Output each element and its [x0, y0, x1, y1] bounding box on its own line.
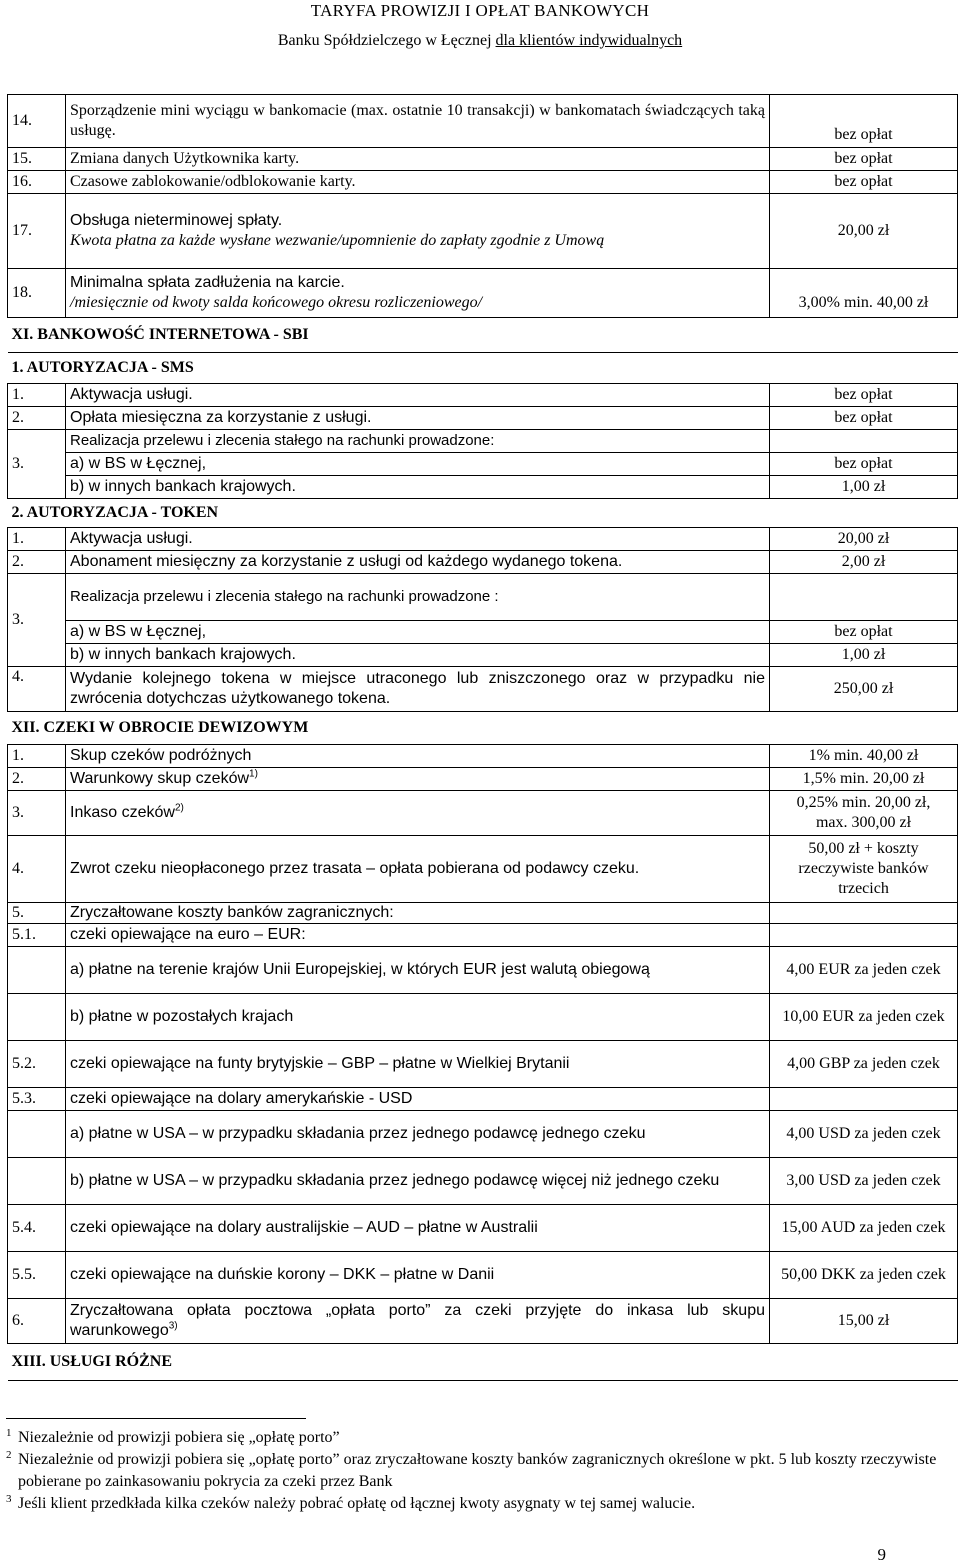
subsection-row — [8, 353, 958, 384]
table-row: b) płatne w pozostałych krajach 10,00 EUR za jeden czek — [8, 994, 958, 1041]
subsection-row — [8, 499, 958, 528]
section-xii-title: XII. CZEKI W OBROCIE DEWIZOWYM — [8, 712, 958, 745]
table-row: a) płatne w USA – w przypadku składania przez jednego podawcę jednego czeku 4,00 USD za jeden czek — [8, 1111, 958, 1158]
table-row: a) w BS w Łęcznej, bez opłat — [8, 621, 958, 644]
token-heading: 2. AUTORYZACJA - TOKEN — [8, 499, 958, 528]
table-row: 14. Sporządzenie mini wyciągu w bankomacie (max. ostatnie 10 transakcji) w bankomatach świadczących taką usługę. bez opłat — [8, 95, 958, 148]
page-number: 9 — [877, 1545, 886, 1564]
table-row: a) w BS w Łęcznej, bez opłat — [8, 453, 958, 476]
document-header — [0, 0, 960, 52]
subtitle-underlined: dla klientów indywidualnych — [495, 32, 683, 49]
table-row: 5.3. czeki opiewające na dolary amerykańskie - USD — [8, 1088, 958, 1111]
section-row — [8, 318, 958, 353]
table-row: 4. Zwrot czeku nieopłaconego przez trasata – opłata pobierana od podawcy czeku. 50,00 zł + koszty rzeczywiste banków trzecich — [8, 836, 958, 903]
footnote-2: 2 Niezależnie od prowizji pobiera się „opłatę porto” oraz zryczałtowane koszty banków zagranicznych określone w pkt. 5 lub koszty rzeczywiste pobierane po zainkasowaniu pokrycia za czeki przez Bank — [6, 1449, 937, 1490]
table-row: 5.1. czeki opiewające na euro – EUR: — [8, 924, 958, 947]
table-row: 3. Realizacja przelewu i zlecenia stałego na rachunki prowadzone : — [8, 574, 958, 621]
table-row: 5.2. czeki opiewające na funty brytyjskie – GBP – płatne w Wielkiej Brytanii 4,00 GBP za jeden czek — [8, 1041, 958, 1088]
table-row: 2. Opłata miesięczna za korzystanie z usługi. bez opłat — [8, 407, 958, 430]
sms-heading: 1. AUTORYZACJA - SMS — [8, 353, 958, 384]
table-row: 18. Minimalna spłata zadłużenia na karcie. /miesięcznie od kwoty salda końcowego okresu rozliczeniowego/ 3,00% min. 40,00 zł — [8, 269, 958, 318]
table-row: 5.4. czeki opiewające na dolary australijskie – AUD – płatne w Australii 15,00 AUD za jeden czek — [8, 1205, 958, 1252]
table-row: 2. Abonament miesięczny za korzystanie z usługi od każdego wydanego tokena. 2,00 zł — [8, 551, 958, 574]
table-row: 6. Zryczałtowana opłata pocztowa „opłata porto” za czeki przyjęte do inkasa lub skupu warunkowego$^{3)}$ 15,00 zł — [8, 1299, 958, 1344]
table-row: b) w innych bankach krajowych. 1,00 zł — [8, 476, 958, 499]
table-row: 3. Inkaso czeków$^{2)}$ 0,25% min. 20,00 zł, max. 300,00 zł — [8, 791, 958, 836]
document-subtitle: Banku Spółdzielczego w Łęcznej dla klientów indywidualnych — [277, 32, 683, 49]
table-row: b) w innych bankach krajowych. 1,00 zł — [8, 644, 958, 667]
table-row: a) płatne na terenie krajów Unii Europejskiej, w których EUR jest walutą obiegową 4,00 EUR za jeden czek — [8, 947, 958, 994]
document-title: TARYFA PROWIZJI I OPŁAT BANKOWYCH — [310, 1, 650, 20]
table-row: 1. Aktywacja usługi. bez opłat — [8, 384, 958, 407]
table-row: 5. Zryczałtowane koszty banków zagranicznych: — [8, 903, 958, 924]
footnote-separator — [6, 1418, 306, 1419]
footnotes — [6, 1418, 946, 1515]
table-row: 5.5. czeki opiewające na duńskie korony – DKK – płatne w Danii 50,00 DKK za jeden czek — [8, 1252, 958, 1299]
footnote-3: 3 Jeśli klient przedkłada kilka czeków należy pobrać opłatę od łącznej kwoty asygnaty w tej samej walucie. — [6, 1493, 696, 1512]
section-row — [8, 1344, 958, 1381]
section-xiii-title: XIII. USŁUGI RÓŻNE — [8, 1344, 958, 1381]
table-row: 16. Czasowe zablokowanie/odblokowanie karty. bez opłat — [8, 171, 958, 194]
table-row: 2. Warunkowy skup czeków$^{1)}$ 1,5% min. 20,00 zł — [8, 768, 958, 791]
fee-table — [7, 94, 958, 1381]
footnote-1: 1 Niezależnie od prowizji pobiera się „opłatę porto” — [6, 1427, 340, 1446]
table-row: b) płatne w USA – w przypadku składania przez jednego podawcę więcej niż jednego czeku 3,00 USD za jeden czek — [8, 1158, 958, 1205]
table-row: 15. Zmiana danych Użytkownika karty. bez opłat — [8, 148, 958, 171]
table-row: 3. Realizacja przelewu i zlecenia stałego na rachunki prowadzone: — [8, 430, 958, 453]
table-row: 17. Obsługa nieterminowej spłaty. Kwota płatna za każde wysłane wezwanie/upomnienie do zapłaty zgodnie z Umową 20,00 zł — [8, 194, 958, 269]
table-row: 4. Wydanie kolejnego tokena w miejsce utraconego lub zniszczonego oraz w przypadku nie zwrócenia dotychczas użytkowanego tokena. 250,00 zł — [8, 667, 958, 712]
table-row: 1. Skup czeków podróżnych 1% min. 40,00 zł — [8, 745, 958, 768]
table-row: 1. Aktywacja usługi. 20,00 zł — [8, 528, 958, 551]
section-row — [8, 712, 958, 745]
section-xi-title: XI. BANKOWOŚĆ INTERNETOWA - SBI — [8, 318, 958, 353]
